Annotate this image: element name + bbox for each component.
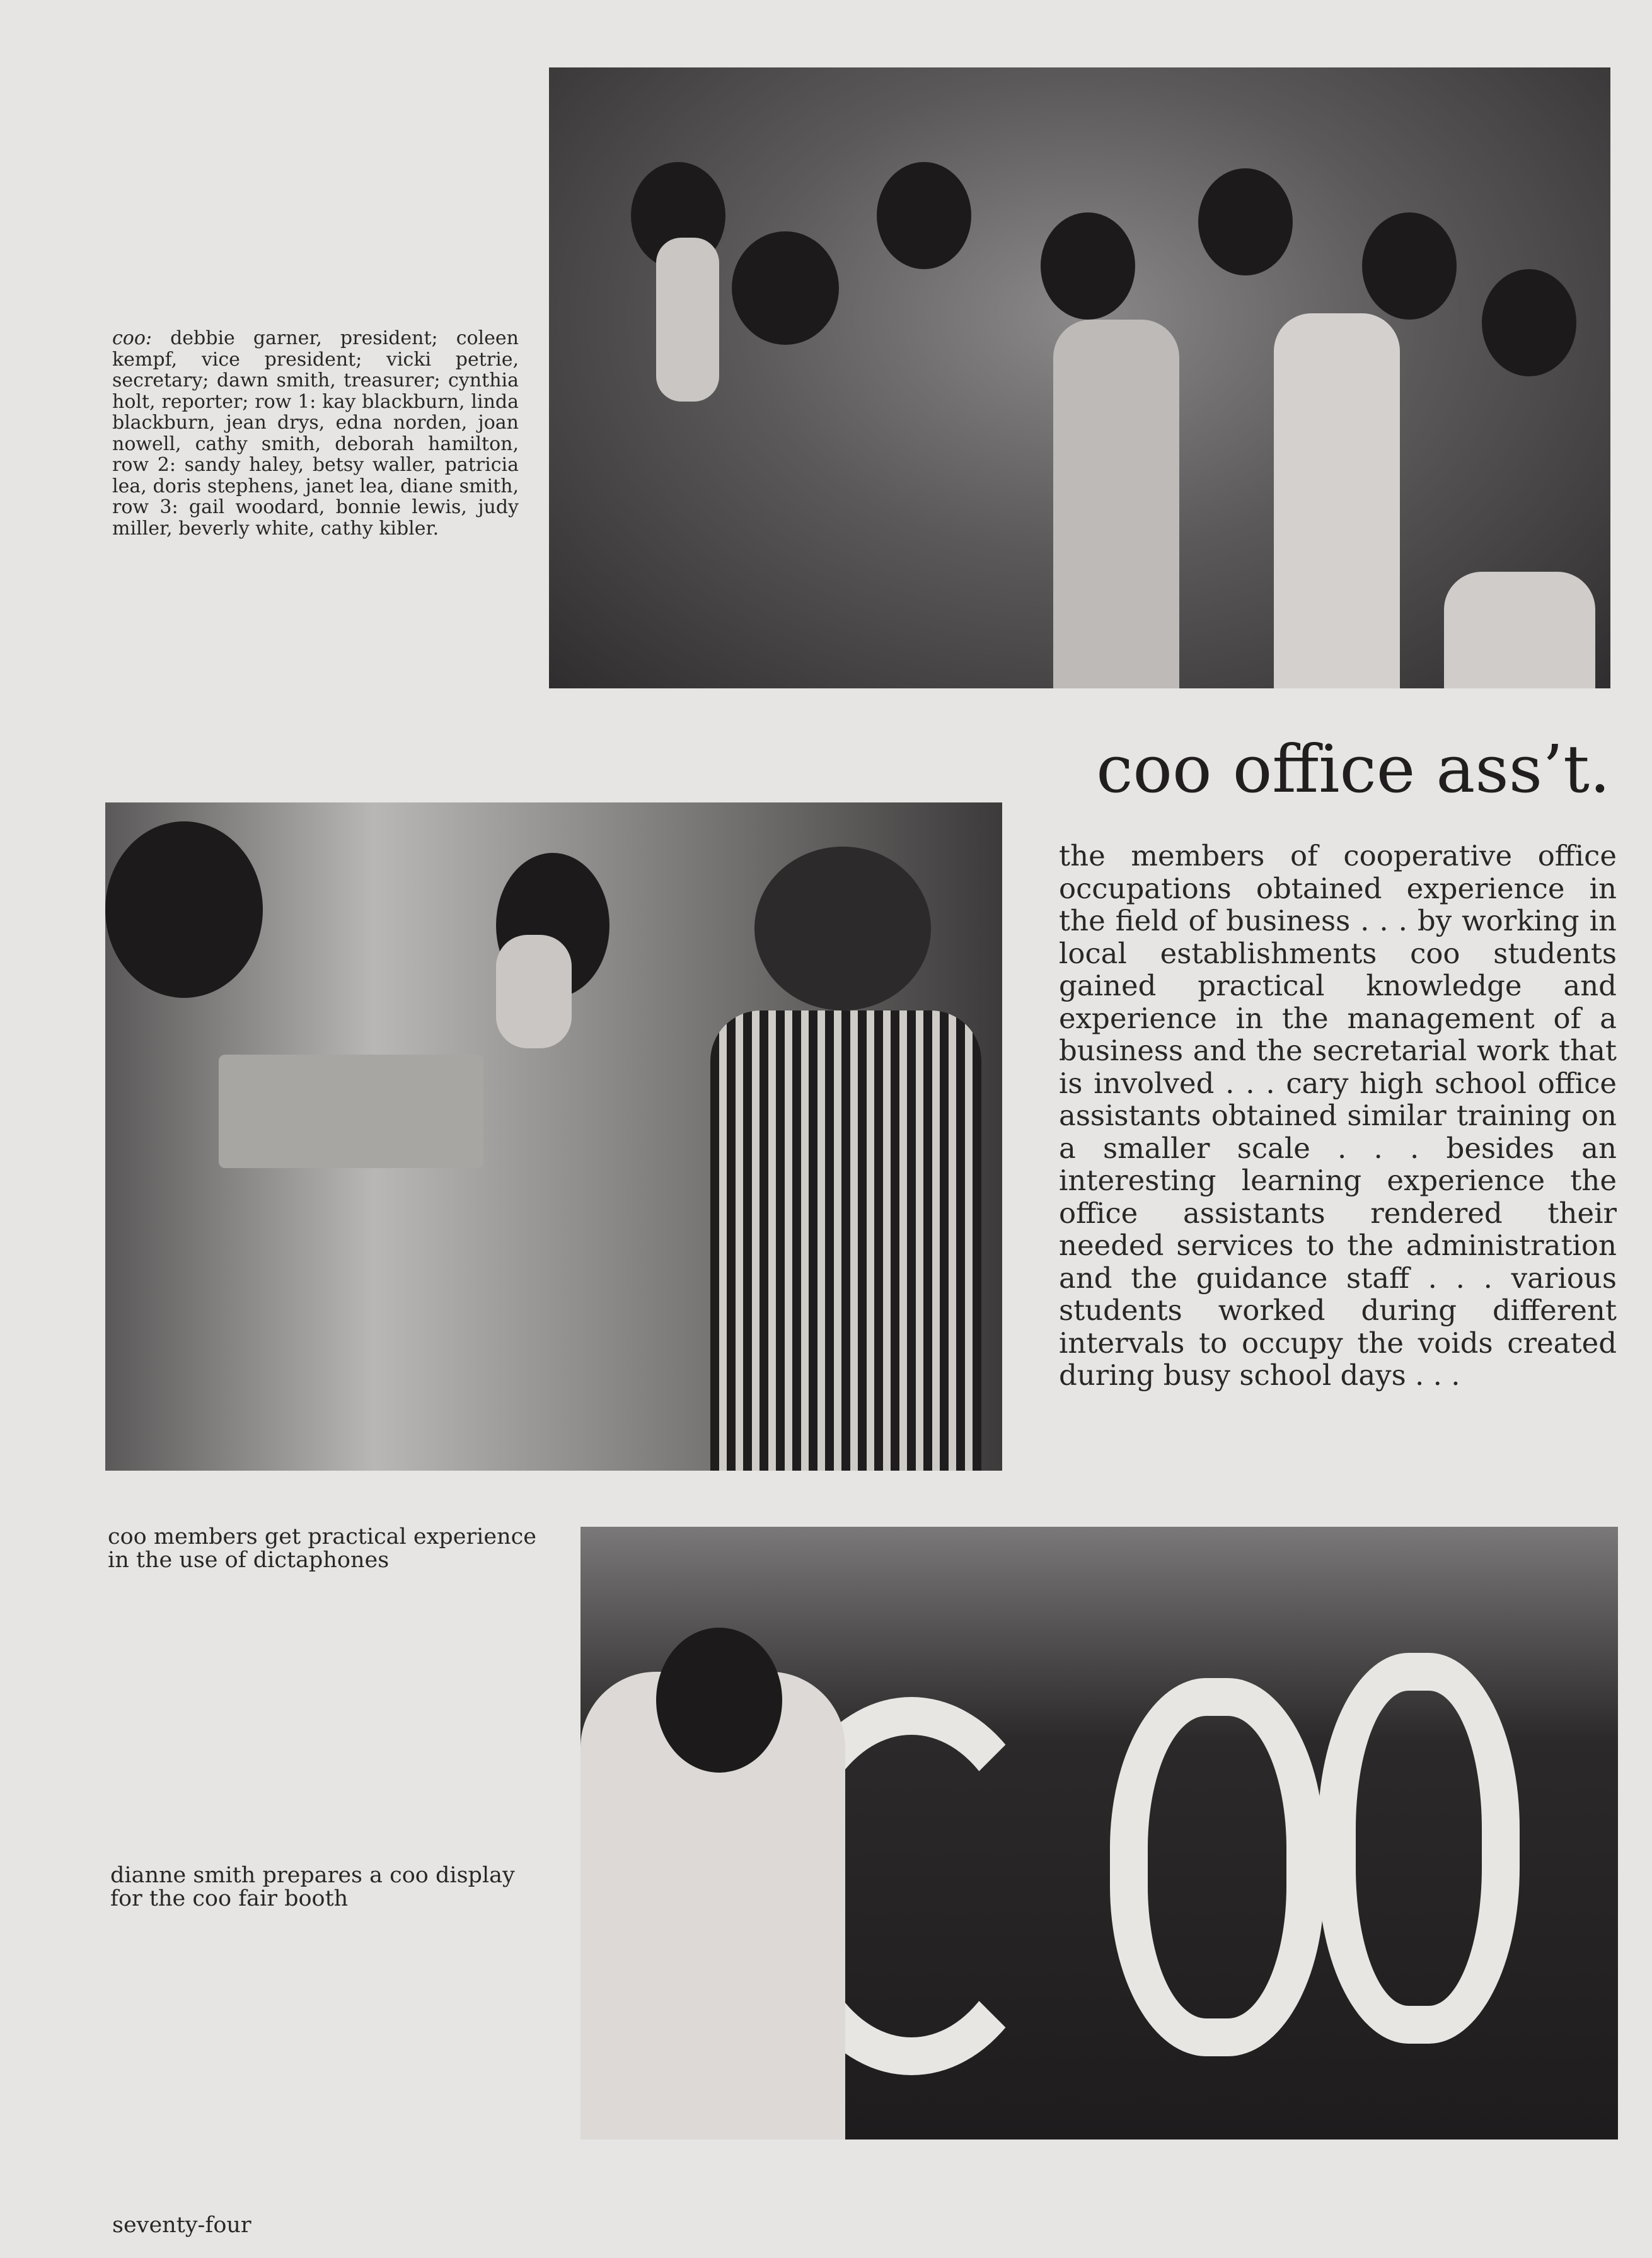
dictaphone-photo xyxy=(105,802,1002,1471)
group-photo xyxy=(549,67,1610,688)
caption-label: coo: xyxy=(112,327,153,349)
caption-text: debbie garner, president; coleen kempf, vice president; vicki petrie, secretary; dawn smith, treasurer; cynthia holt, reporter; row 1: kay blackburn, linda blackburn, jean drys, edna norden, joan nowell, cathy smith, deborah hamilton, row 2: sandy haley, betsy waller, patricia lea, doris stephens, janet lea, diane smith, row 3: gail woodard, bonnie lewis, judy miller, beverly white, cathy kibler. xyxy=(112,327,519,540)
article-body: the members of cooperative office occupations obtained experience in the field of business . . . by working in local establishments coo students gained practical knowledge and experience in the management of a business and the secretarial work that is involved . . . cary high school office assistants obtained similar training on a smaller scale . . . besides an interesting learning experience the office assistants rendered their needed services to the administration and the guidance staff . . . various students worked during different intervals to occupy the voids created during busy school days . . . xyxy=(1059,839,1617,1392)
page-title: coo office ass’t. xyxy=(1096,731,1610,808)
dictaphone-photo-caption: coo members get practical experience in the use of dictaphones xyxy=(108,1524,536,1573)
coo-display-caption: dianne smith prepares a coo display for the coo fair booth xyxy=(110,1863,515,1911)
page-number: seventy-four xyxy=(112,2213,251,2238)
group-photo-caption xyxy=(112,328,519,539)
coo-display-photo xyxy=(581,1527,1618,2139)
